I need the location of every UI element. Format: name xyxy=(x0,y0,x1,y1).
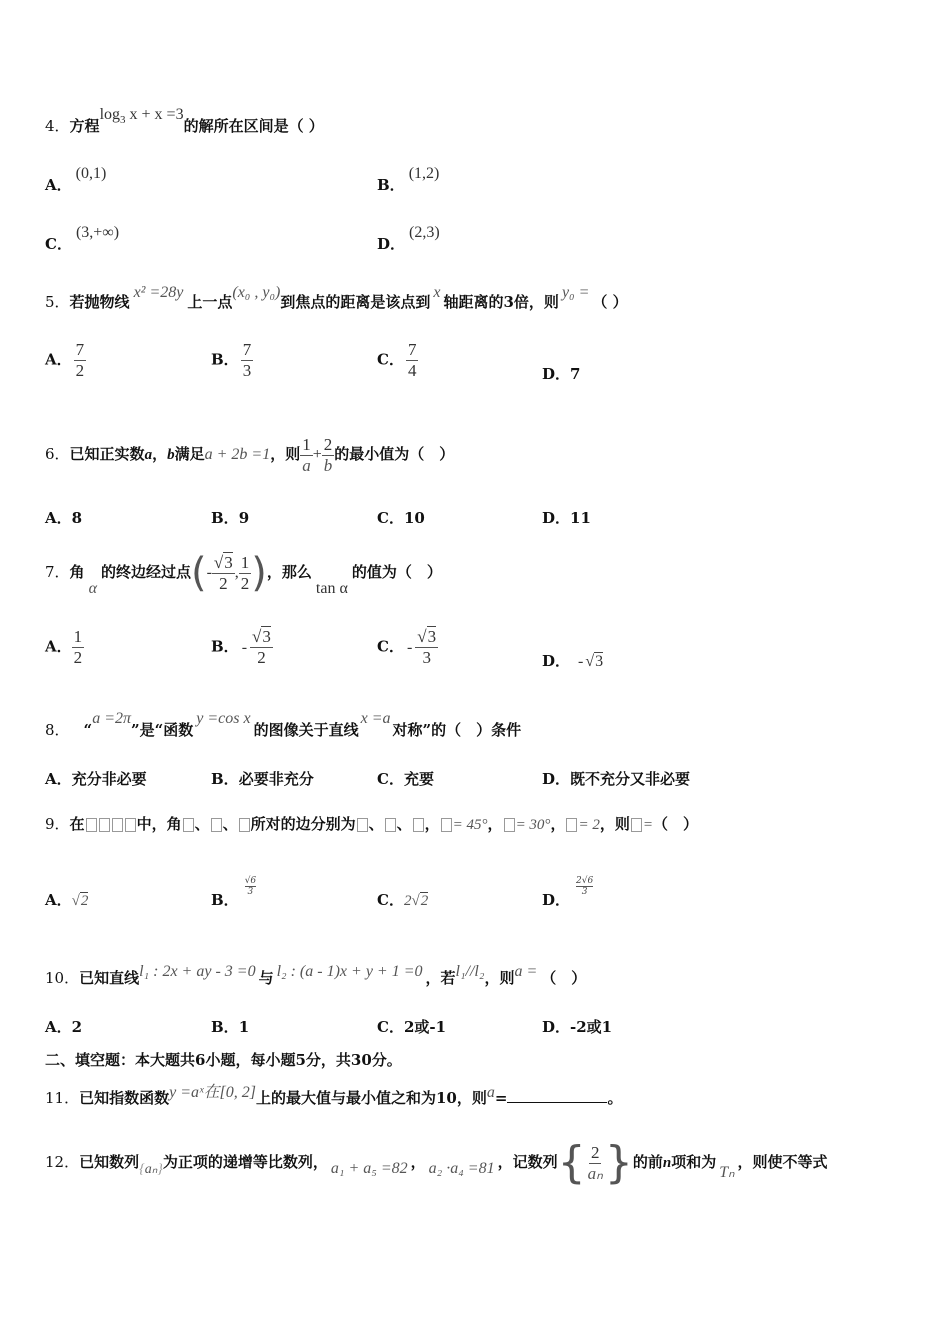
q5-option-a[interactable]: A． $\frac{7}{2}$ xyxy=(45,340,85,380)
q9-option-a[interactable]: A．√2 xyxy=(45,891,89,909)
q4-stem xyxy=(45,106,324,142)
q11-answer-blank[interactable] xyxy=(507,1088,607,1103)
q12-eq2: a₂ ·a₄ =81 xyxy=(428,1160,495,1177)
q8-stem: 8． “a =2π”是“函数y =cos x的图像关于直线x =a对称”的（ ）条件 xyxy=(45,710,522,739)
q11-stem: 11．已知指数函数y =aˣ在[0, 2]上的最大值与最小值之和为10，则a= 。 xyxy=(45,1084,623,1107)
q5-stem: 5．若抛物线x² =28y上一点(x₀ , y₀)到焦点的距离是该点到x轴距离的3倍，则y₀ =（ ） xyxy=(45,284,628,311)
q9-angle-b: = 30° xyxy=(515,817,551,833)
q5-option-c[interactable]: C． $\frac{7}{4}$ xyxy=(377,340,417,380)
section-header-fill-blank: 二、填空题：本大题共6小题，每小题5分，共30分。 xyxy=(45,1051,402,1069)
q9-option-b[interactable]: B． $\frac{√6}{3}$ xyxy=(211,875,257,909)
q6-frac-2-b: $\frac{2}{b}$ xyxy=(323,434,333,475)
q9-angle-a: = 45° xyxy=(452,817,488,833)
q5-parabola-eq: x² =28y xyxy=(133,284,184,301)
q7-alpha: α xyxy=(88,580,97,597)
q8-option-b[interactable]: B．必要非充分 xyxy=(211,770,314,788)
q6-stem: 6．已知正实数a，b满足a + 2b =1，则 $\frac{1}{a}$ + $\frac{2}{b}$ 的最小值为（ ） xyxy=(45,434,455,475)
q8-option-c[interactable]: C．充要 xyxy=(377,770,434,788)
q6-option-d[interactable]: D．11 xyxy=(542,509,591,527)
q6-frac-1-a: $\frac{1}{a}$ xyxy=(302,434,311,475)
q7-point-y: $\frac{1}{2}$ xyxy=(240,552,250,593)
q4-text-pre: 方程 xyxy=(69,117,100,135)
q6-constraint-eq: a + 2b =1 xyxy=(204,446,271,463)
q4-option-c[interactable]: C．(3,+∞) xyxy=(45,224,120,253)
q4-option-a[interactable]: A．(0,1) xyxy=(45,165,107,194)
q8-function-eq: y =cos x xyxy=(196,710,251,727)
q5-option-b[interactable]: B． $\frac{7}{3}$ xyxy=(211,340,252,380)
q10-stem: 10．已知直线l₁ : 2x + ay - 3 =0 与 l₂ : (a - 1)x + y + 1 =0 ，若l₁//l₂，则a = （ ） xyxy=(45,963,587,987)
q9-triangle-placeholder xyxy=(85,815,137,833)
q7-option-b[interactable]: B． - $\frac{√3}{2}$ xyxy=(211,627,271,667)
q12-stem: 12．已知数列{aₙ}为正项的递增等比数列， a₁ + a₅ =82 ， a₂ ·a₄ =81 ，记数列{ $\frac{2}{\text{aₙ}}$ }的前n项和为Tₙ，则使不等式 xyxy=(45,1137,828,1188)
q7-point-x: $\frac{√3}{2}$ xyxy=(213,552,233,593)
q10-line-l1: l₁ : 2x + ay - 3 =0 xyxy=(139,963,256,980)
q4-number: 4． xyxy=(45,117,70,135)
q6-option-a[interactable]: A．8 xyxy=(45,509,83,527)
q10-option-a[interactable]: A．2 xyxy=(45,1018,83,1036)
q9-side: = 2 xyxy=(578,817,600,833)
q8-option-d[interactable]: D．既不充分又非必要 xyxy=(542,770,691,788)
q4-option-b[interactable]: B．(1,2) xyxy=(377,165,440,194)
q5-option-d[interactable]: D．7 xyxy=(542,365,581,383)
q8-option-a[interactable]: A．充分非必要 xyxy=(45,770,147,788)
q6-option-c[interactable]: C．10 xyxy=(377,509,425,527)
q8-condition-eq: a =2π xyxy=(92,710,131,727)
q12-sequence: {aₙ} xyxy=(139,1162,163,1177)
q4-option-d[interactable]: D．(2,3) xyxy=(377,224,440,253)
q7-option-d[interactable]: D． - √3 xyxy=(542,652,604,670)
q7-tan-alpha: tan α xyxy=(315,580,348,597)
q5-point: (x₀ , y₀) xyxy=(232,284,281,301)
q10-option-b[interactable]: B．1 xyxy=(211,1018,250,1036)
q10-line-l2: l₂ : (a - 1)x + y + 1 =0 xyxy=(276,963,423,980)
q12-sum-T: Tₙ xyxy=(719,1164,735,1181)
q8-line-eq: x =a xyxy=(360,710,391,727)
q7-stem: 7．角α的终边经过点(- $\frac{√3}{2}$ , $\frac{1}{2}$ )，那么tan α的值为（ ） xyxy=(45,550,442,597)
q9-option-c[interactable]: C．2√2 xyxy=(377,891,429,909)
q9-stem: 9．在 中，角 、 、 所对的边分别为 、 、 ， = 45°， = 30°， = 2，则 =（ ） xyxy=(45,815,698,833)
q7-option-c[interactable]: C． - $\frac{√3}{3}$ xyxy=(377,627,437,667)
q11-function-eq: y =aˣ在[0, 2] xyxy=(169,1084,256,1101)
q9-option-d[interactable]: D． $\frac{2√6}{3}$ xyxy=(542,875,594,909)
q12-frac: $\frac{2}{\text{aₙ}}$ xyxy=(587,1142,603,1183)
q4-equation: $\log_3 x + x =3$ xyxy=(99,106,184,127)
q10-option-d[interactable]: D．-2或1 xyxy=(542,1018,613,1036)
q4-text-post: 的解所在区间是（ ） xyxy=(183,117,324,135)
q7-option-a[interactable]: A． $\frac{1}{2}$ xyxy=(45,627,83,667)
q12-eq1: a₁ + a₅ =82 xyxy=(330,1160,408,1177)
q10-option-c[interactable]: C．2或-1 xyxy=(377,1018,447,1036)
q6-option-b[interactable]: B．9 xyxy=(211,509,250,527)
q10-parallel: l₁//l₂ xyxy=(455,963,485,980)
